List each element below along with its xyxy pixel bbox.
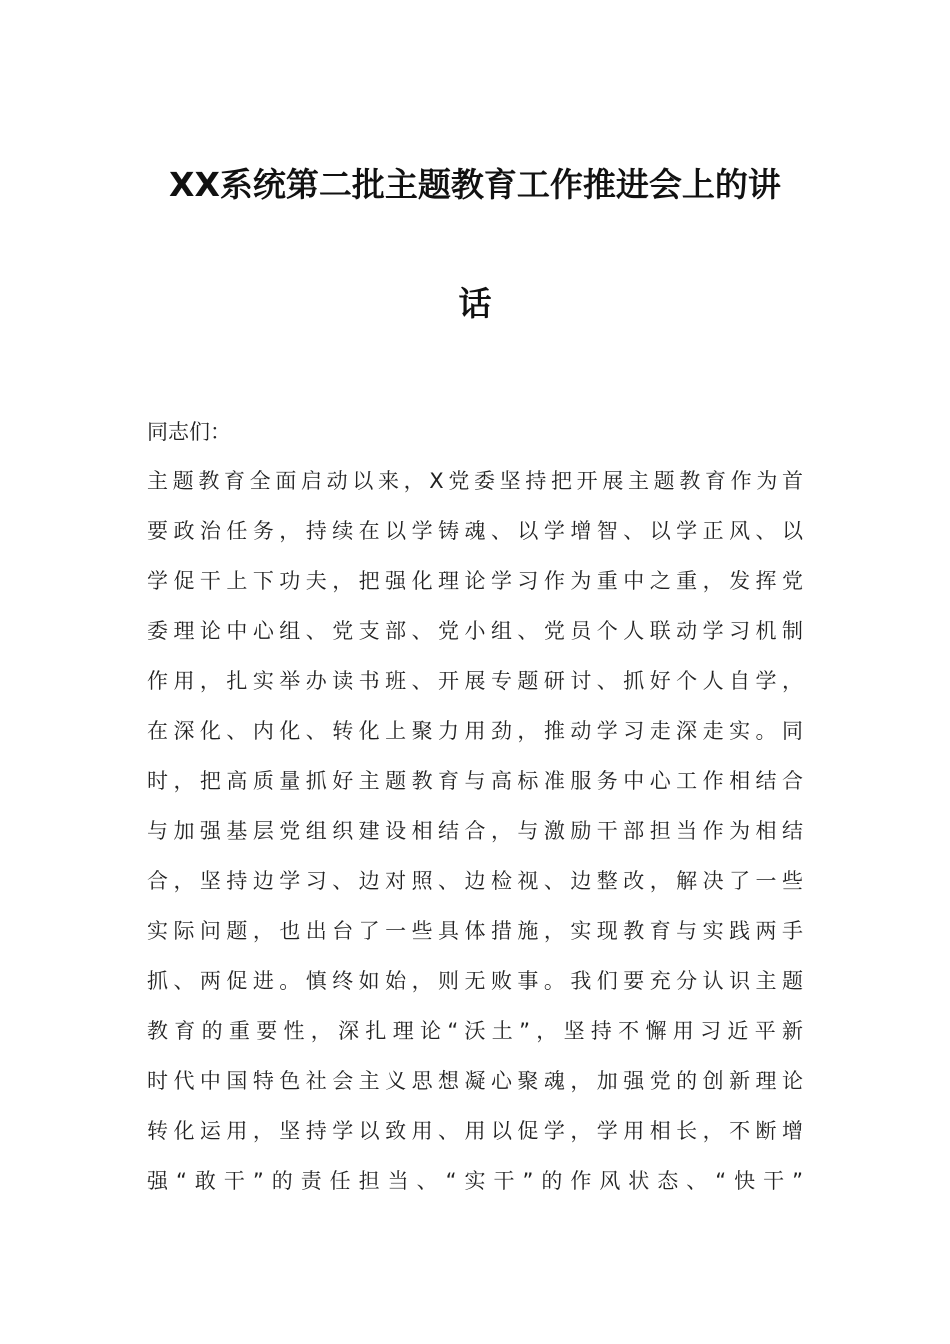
body-line: 与加强基层党组织建设相结合，与激励干部担当作为相结 — [147, 819, 803, 843]
document-title-line-1: XX系统第二批主题教育工作推进会上的讲 — [169, 165, 781, 204]
body-line: 在深化、内化、转化上聚力用劲，推动学习走深走实。同 — [147, 719, 803, 743]
body-line: 强“敢干”的责任担当、“实干”的作风状态、“快干” — [147, 1169, 803, 1193]
body-line: 时代中国特色社会主义思想凝心聚魂，加强党的创新理论 — [147, 1069, 803, 1093]
body-line: 教育的重要性，深扎理论“沃土”，坚持不懈用习近平新 — [147, 1019, 803, 1043]
body-line: 时，把高质量抓好主题教育与高标准服务中心工作相结合 — [147, 769, 803, 793]
body-line: 学促干上下功夫，把强化理论学习作为重中之重，发挥党 — [147, 569, 803, 593]
body-line: 要政治任务，持续在以学铸魂、以学增智、以学正风、以 — [147, 519, 803, 543]
body-line: 作用，扎实举办读书班、开展专题研讨、抓好个人自学， — [147, 669, 803, 693]
body-line: 抓、两促进。慎终如始，则无败事。我们要充分认识主题 — [147, 969, 803, 993]
body-line: 合，坚持边学习、边对照、边检视、边整改，解决了一些 — [147, 869, 803, 893]
body-line: 主题教育全面启动以来，X党委坚持把开展主题教育作为首 — [147, 469, 803, 493]
body-line: 委理论中心组、党支部、党小组、党员个人联动学习机制 — [147, 619, 803, 643]
greeting: 同志们： — [147, 420, 231, 444]
document-title-line-2: 话 — [458, 284, 492, 323]
body-line: 转化运用，坚持学以致用、用以促学，学用相长，不断增 — [147, 1119, 803, 1143]
body-line: 实际问题，也出台了一些具体措施，实现教育与实践两手 — [147, 919, 803, 943]
